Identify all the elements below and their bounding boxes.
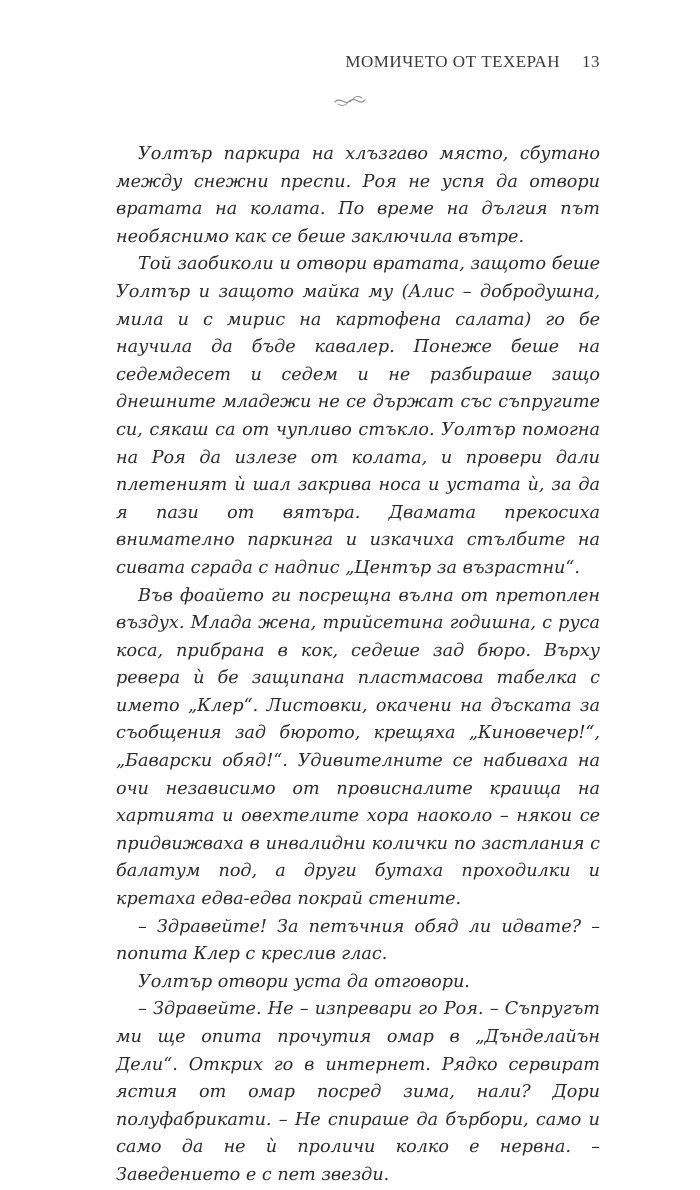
section-flourish-icon bbox=[333, 93, 367, 109]
body-text bbox=[116, 141, 600, 1190]
running-head bbox=[330, 52, 600, 76]
paragraph: – Здравейте. Не – изпревари го Роя. – Съпругът ми ще опита прочутия омар в „Дънделайън Дели“. Открих го в интернет. Рядко сервират ястия от омар посред зима, нали? Дори полуфабрикати. – Не спираше да бърбори, само и само да не ѝ проличи колко е нервна. – Заведението е с пет звезди. bbox=[116, 999, 600, 1185]
page-number: 13 bbox=[582, 52, 600, 71]
paragraph: Уолтър отвори уста да отговори. bbox=[138, 971, 470, 992]
paragraph: – Здравейте! За петъчния обяд ли идвате? – попита Клер с креслив глас. bbox=[116, 916, 600, 965]
book-title: МОМИЧЕТО ОТ ТЕХЕРАН bbox=[345, 52, 560, 71]
paragraph: Той заобиколи и отвори вратата, защото беше Уолтър и защото майка му (Алис – добродушна, мила и с мирис на картофена салата) го бе научила да бъде кавалер. Понеже беше на седемдесет и седем и не разбираше защо днешните младежи не се държат със съпругите си, сякаш са от чупливо стъкло. Уолтър помогна на Роя да излезе от колата, и провери дали плетеният ѝ шал закрива носа и устата ѝ, за да я пази от вятъра. Двамата прекосиха внимателно паркинга и изкачиха стълбите на сивата сграда с надпис „Център за възрастни“. bbox=[116, 254, 600, 578]
paragraph: Във фоайето ги посрещна вълна от претоплен въздух. Млада жена, трийсетина годишна, с руса коса, прибрана в кок, седеше зад бюро. Върху ревера ѝ бе защипана пластмасова табелка с името „Клер“. Листовки, окачени на дъската за съобщения зад бюрото, крещяха „Киновечер!“, „Баварски обяд!“. Удивителните се набиваха на очи независимо от провисналите краища на хартията и овехтелите хора наоколо – някои се придвижваха в инвалидни колички по застлания с балатум под, а други бутаха проходилки и кретаха едва-едва покрай стените. bbox=[116, 585, 600, 910]
paragraph: Уолтър паркира на хлъзгаво място, сбутано между снежни преспи. Роя не успя да отвори вратата на колата. По време на дългия път необяснимо как се беше заключила вътре. bbox=[116, 144, 600, 247]
